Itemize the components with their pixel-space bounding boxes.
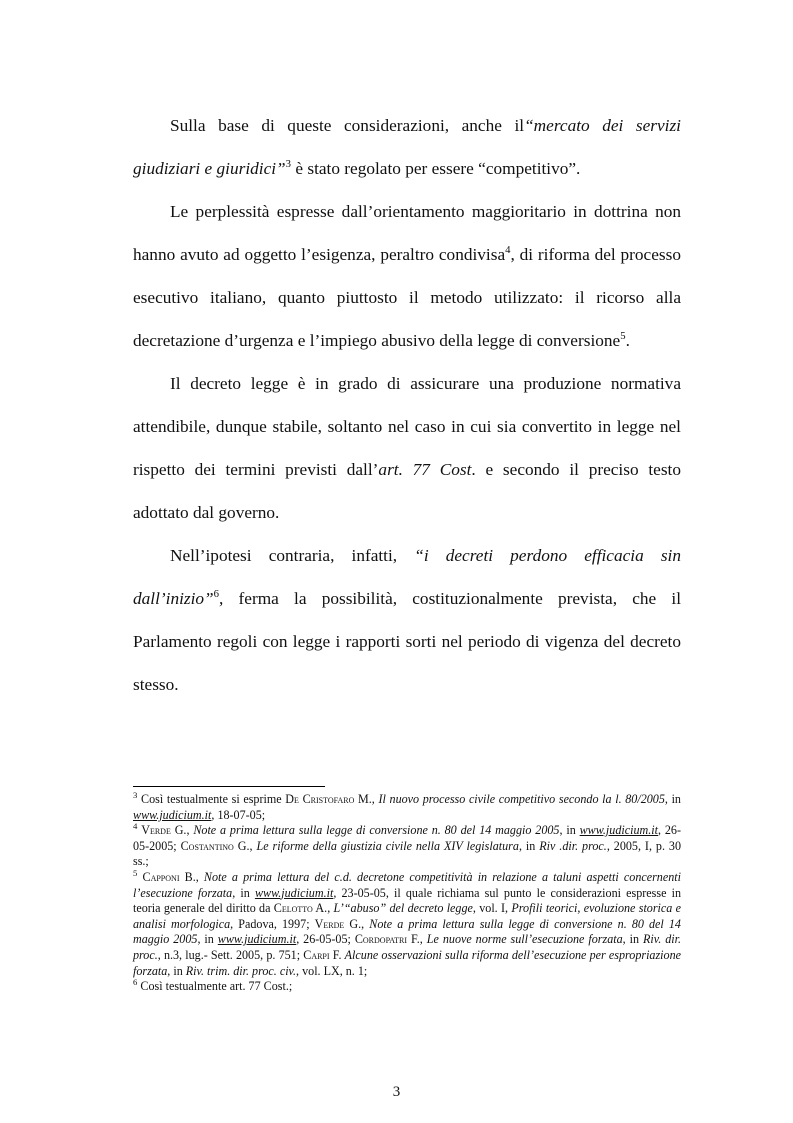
judicium-link[interactable]: www.judicium.it [217,932,297,947]
paragraph-2: Le perplessità espresse dall’orientamento maggioritario in dottrina non hanno avuto ad oggetto l’esigenza, peraltro condivisa$^4$, di riforma del processo esecutivo italiano, quanto piuttosto il metodo utilizzato: il ricorso alla decretazione d’urgenza e l’impiego abusivo della legge di conversione$^5$. [133,202,681,350]
quoted-phrase: “i decreti perdono efficacia sin dall’inizio” [133,546,681,608]
footnote-3: $^3$ Così testualmente si esprime De Cristofaro M., Il nuovo processo civile competitivo secondo la l. 80/2005, in www.judicium.it, 18-07-05; [133,789,681,822]
judicium-link[interactable]: www.judicium.it [133,807,212,822]
quoted-phrase: “mercato dei servizi giudiziari e giuridici” [133,116,681,178]
body-text [133,104,681,706]
footnote-6: $^6$ Così testualmente art. 77 Cost.; [133,977,293,994]
judicium-link[interactable]: www.judicium.it [579,823,658,838]
paragraph-3: Il decreto legge è in grado di assicurare una produzione normativa attendibile, dunque stabile, soltanto nel caso in cui sia convertito in legge nel rispetto dei termini previsti dall’art. 77 Cost. e secondo il preciso testo adottato dal governo. [133,374,681,522]
footnote-5: $^5$ Capponi B., Note a prima lettura del c.d. decretone competitività in relazione a taluni aspetti concernenti l’esecuzione forzata, in www.judicium.it, 23-05-05, il quale richiama sul punto le considerazioni espresse in teoria generale del diritto da Celotto A., L’“abuso” del decreto legge, vol. I, Profili teorici, evoluzione storica e analisi morfologica, Padova, 1997; Verde G., Note a prima lettura sulla legge di conversione n. 80 del 14 maggio 2005, in www.judicium.it, 26-05-05; Cordopatri F., Le nuove norme sull’esecuzione forzata, in Riv. dir. proc., n.3, lug.- Sett. 2005, p. 751; Carpi F. Alcune osservazioni sulla riforma dell’esecuzione per espropriazione forzata, in Riv. trim. dir. proc. civ., vol. LX, n. 1; [133,867,682,978]
footnote-ref-6[interactable]: 6 [213,588,220,601]
paragraph-1: Sulla base di queste considerazioni, anche il“mercato dei servizi giudiziari e giuridici”$^3$ è stato regolato per essere “competitivo”. [133,116,681,178]
footnote-4: $^4$ Verde G., Note a prima lettura sulla legge di conversione n. 80 del 14 maggio 2005, in www.judicium.it, 26-05-2005; Costantino G., Le riforme della giustizia civile nella XIV legislatura, in Riv .dir. proc., 2005, I, p. 30 ss.; [133,821,682,869]
footnotes [133,789,682,995]
paragraph-4: Nell’ipotesi contraria, infatti, “i decreti perdono efficacia sin dall’inizio”$^6$, ferma la possibilità, costituzionalmente prevista, che il Parlamento regoli con legge i rapporti sorti nel periodo di vigenza del decreto stesso. [133,546,681,694]
footnote-ref-4[interactable]: 4 [505,244,511,257]
law-citation: art. 77 Cost [378,460,472,479]
page-number: 3 [392,1084,401,1100]
footnote-ref-3[interactable]: 3 [285,158,292,171]
footnote-ref-5[interactable]: 5 [620,330,626,343]
footnote-separator [133,786,325,787]
judicium-link[interactable]: www.judicium.it [254,885,334,900]
